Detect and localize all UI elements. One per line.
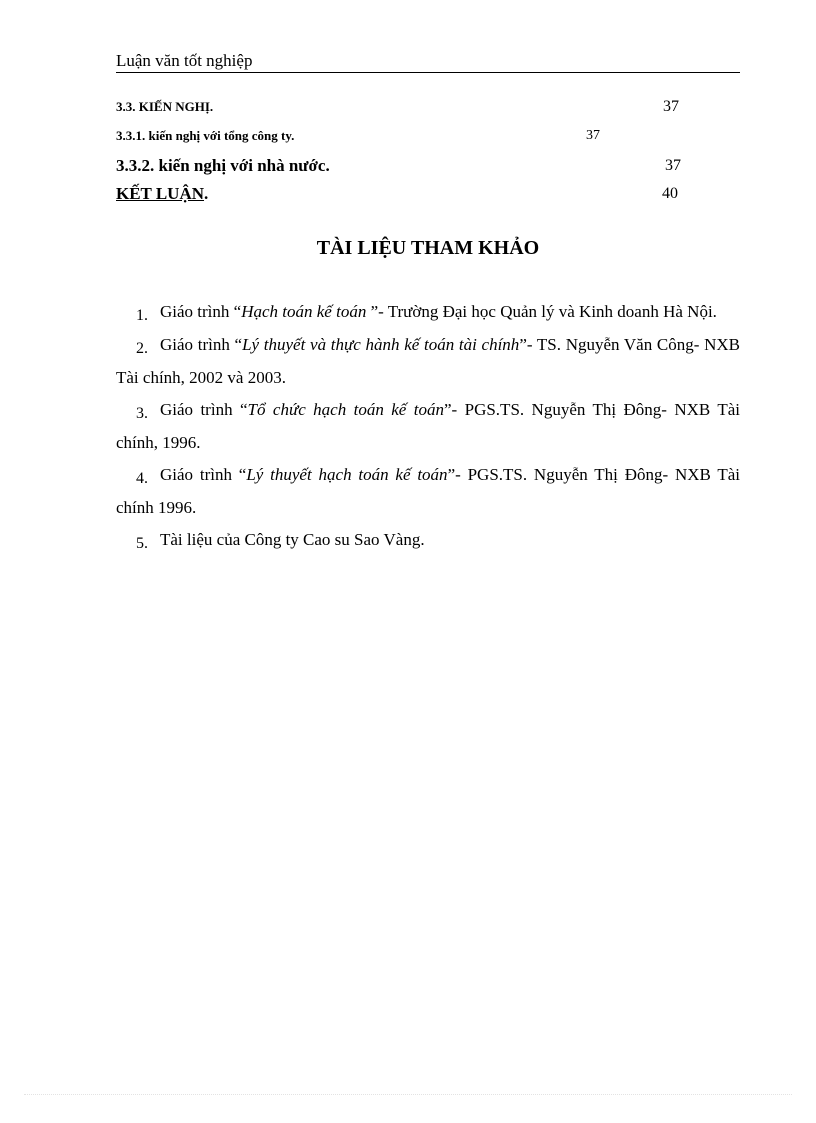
reference-number: 5.	[136, 535, 148, 552]
page-header	[116, 50, 740, 73]
reference-number: 3.	[136, 405, 148, 422]
toc-entry-ket-luan	[116, 183, 208, 205]
reference-title: Lý thuyết và thực hành kế toán tài chính	[242, 335, 520, 354]
toc-entry-kien-nghi-nha-nuoc	[116, 155, 330, 177]
page-bottom-divider	[24, 1094, 792, 1095]
toc-entry-page: 37	[586, 128, 600, 143]
reference-title: Tổ chức hạch toán kế toán	[247, 400, 444, 419]
toc-entry-page: 37	[665, 157, 681, 174]
references-title: TÀI LIỆU THAM KHẢO	[316, 237, 540, 259]
toc-entry-label: KẾT LUẬN	[116, 184, 205, 203]
toc-entry-page: 37	[663, 98, 679, 115]
header-title: Luận văn tốt nghiệp	[116, 51, 253, 70]
toc-entry-label: 3.3.2. kiến nghị với nhà nước.	[116, 156, 330, 175]
reference-text: Giáo trình “	[160, 400, 248, 419]
toc-entry-kien-nghi	[116, 96, 213, 118]
toc-entry-page: 40	[662, 185, 678, 202]
toc-entry-suffix: .	[204, 184, 209, 203]
toc-entry-label: 3.3. KIẾN NGHỊ.	[116, 99, 214, 114]
reference-number: 4.	[136, 470, 148, 487]
reference-text: Giáo trình “	[160, 302, 242, 321]
reference-item	[116, 329, 740, 394]
reference-text: ”- PGS.TS. Nguyễn Thị Đông- NXB Tài chính 1996.	[116, 465, 741, 517]
reference-item	[116, 296, 740, 329]
reference-number: 1.	[136, 307, 148, 324]
references-list	[116, 296, 740, 557]
reference-title: Hạch toán kế toán	[241, 302, 371, 321]
reference-item	[116, 394, 740, 459]
reference-text: ”- Trường Đại học Quản lý và Kinh doanh Hà Nội.	[370, 302, 717, 321]
toc-entry-label: 3.3.1. kiến nghị với tổng công ty.	[116, 128, 295, 143]
reference-text: Giáo trình “	[160, 465, 247, 484]
reference-text: Giáo trình “	[160, 335, 243, 354]
reference-item	[116, 459, 740, 524]
toc-entry-kien-nghi-tong-cong-ty	[116, 125, 294, 147]
reference-text: ”- TS. Nguyễn Văn Công- NXB Tài chính, 2002 và 2003.	[116, 335, 741, 387]
reference-text: Tài liệu của Công ty Cao su Sao Vàng.	[160, 530, 425, 549]
reference-number: 2.	[136, 340, 148, 357]
reference-text: ”- PGS.TS. Nguyễn Thị Đông- NXB Tài chính, 1996.	[116, 400, 741, 452]
reference-item	[116, 524, 740, 557]
reference-title: Lý thuyết hạch toán kế toán	[246, 465, 448, 484]
